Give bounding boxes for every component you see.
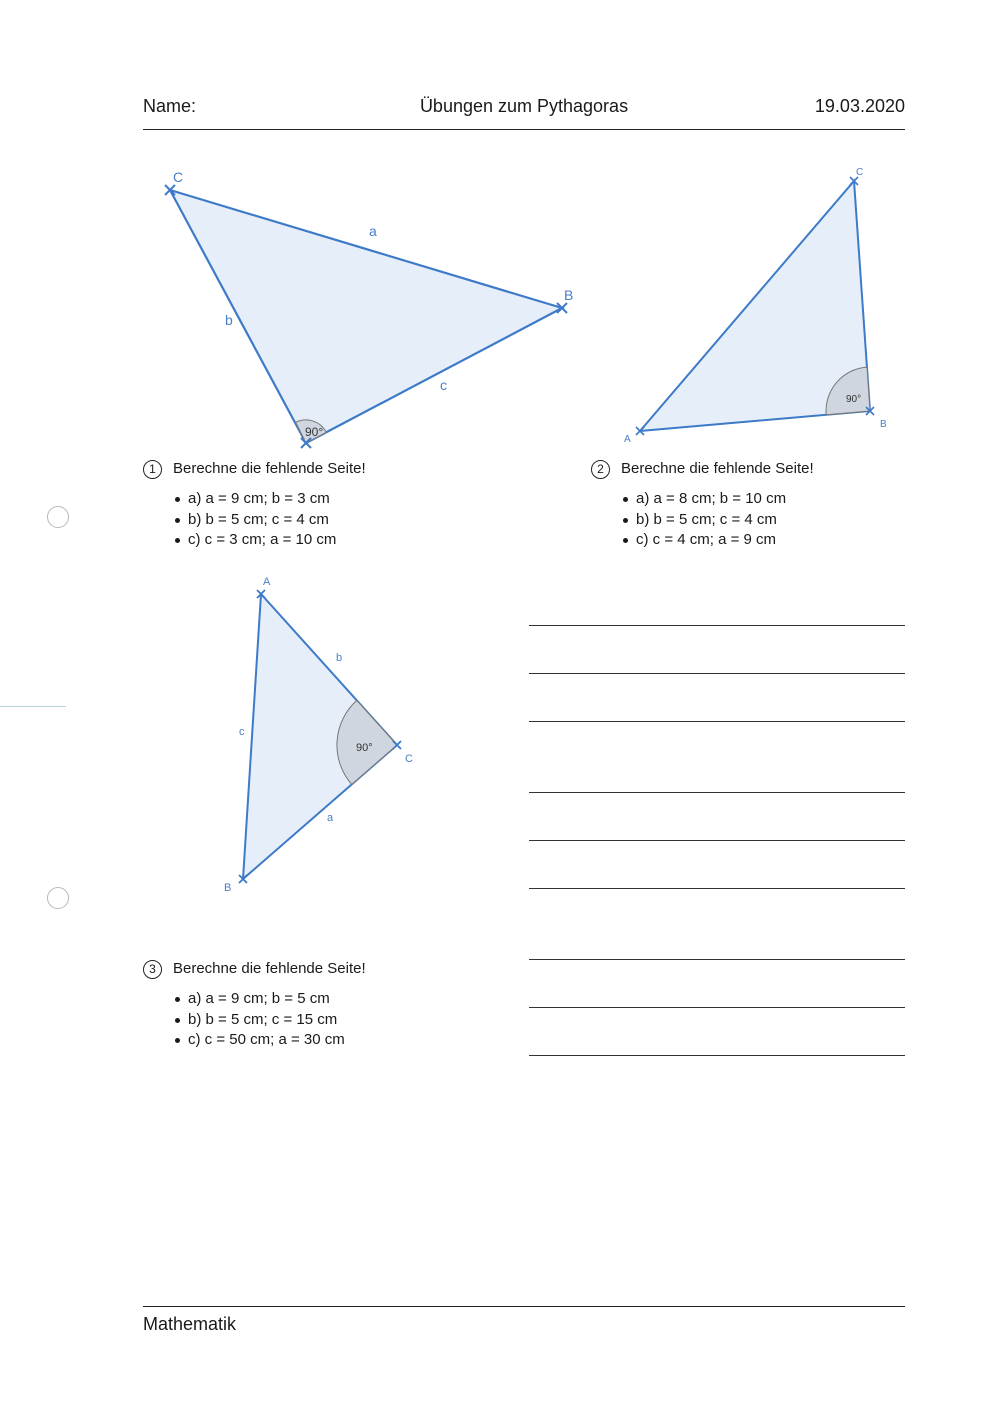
vertex-label-1-c: C [173,169,184,185]
triangle-figure-1 [165,169,573,448]
task-number-3: 3 [143,960,162,979]
vertex-label-2-b: B [880,419,887,430]
task-item: b) b = 5 cm; c = 15 cm [143,1010,345,1031]
worksheet-title: Übungen zum Pythagoras [419,96,629,116]
vertex-label-3-b: B [224,882,232,894]
task-item: a) a = 9 cm; b = 5 cm [143,989,345,1010]
name-label: Name: [143,96,197,116]
task-1 [143,459,366,551]
side-label-3-c: c [239,726,245,738]
side-label-3-b: b [336,652,343,664]
vertex-label-2-a: A [624,434,631,445]
task-number-2: 2 [591,460,610,479]
answer-line [529,1055,905,1056]
task-prompt-3: Berechne die fehlende Seite! [173,960,366,977]
answer-line [529,625,905,626]
task-item: b) b = 5 cm; c = 4 cm [143,510,336,531]
vertex-label-1-b: B [564,287,574,303]
vertex-label-3-a: A [263,576,271,588]
answer-line [529,959,905,960]
task-item: b) b = 5 cm; c = 4 cm [591,510,786,531]
answer-line [529,888,905,889]
task-item: c) c = 50 cm; a = 30 cm [143,1030,345,1051]
task-prompt-1: Berechne die fehlende Seite! [173,460,366,477]
vertex-label-2-c: C [856,167,864,178]
vertex-label-3-c: C [405,753,413,765]
task-number-1: 1 [143,460,162,479]
side-label-1-b: b [225,312,233,328]
task-items-2 [591,489,786,551]
task-item: a) a = 9 cm; b = 3 cm [143,489,336,510]
footer-rule [143,1306,905,1307]
angle-label-3: 90° [356,742,373,754]
side-label-1-a: a [369,223,377,239]
answer-line [529,721,905,722]
task-3 [143,959,366,1051]
angle-label-2: 90° [846,394,862,405]
task-prompt-2: Berechne die fehlende Seite! [621,460,814,477]
task-item: c) c = 4 cm; a = 9 cm [591,530,786,551]
triangle-figure-2 [624,167,887,445]
side-label-1-c: c [440,377,447,393]
task-item: a) a = 8 cm; b = 10 cm [591,489,786,510]
answer-line [529,840,905,841]
triangle-figure-3 [224,576,413,894]
task-items-1 [143,489,336,551]
task-item: c) c = 3 cm; a = 10 cm [143,530,336,551]
answer-line [529,792,905,793]
footer-subject: Mathematik [143,1314,237,1334]
angle-label-1: 90° [305,425,324,439]
side-label-3-a: a [327,812,334,824]
answer-line [529,1007,905,1008]
task-2 [591,459,814,551]
answer-line [529,673,905,674]
task-items-3 [143,989,345,1051]
worksheet-date: 19.03.2020 [814,96,905,116]
